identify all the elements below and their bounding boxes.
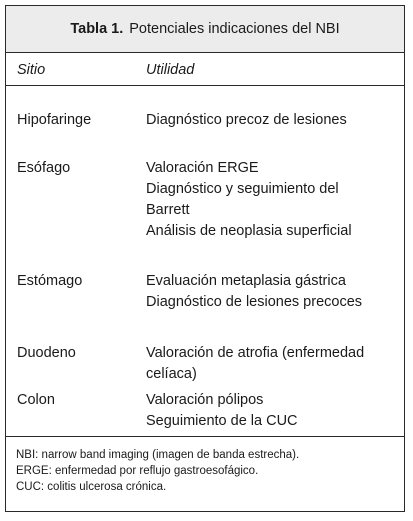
utility-line: Valoración pólipos [146, 392, 264, 408]
utility-line: Diagnóstico y seguimiento del [146, 181, 339, 197]
indications-table [5, 5, 405, 512]
table-body [6, 86, 404, 436]
row-site: Esófago [17, 160, 71, 176]
utility-line: Diagnóstico precoz de lesiones [146, 112, 347, 128]
utility-line: Evaluación metaplasia gástrica [146, 273, 346, 289]
column-header-utility: Utilidad [146, 62, 195, 78]
footnote: NBI: narrow band imaging (imagen de banda estrecha). [16, 449, 300, 461]
row-site: Duodeno [17, 345, 76, 361]
footnote: CUC: colitis ulcerosa crónica. [16, 481, 167, 493]
table-header-row [6, 53, 404, 86]
row-utility [146, 343, 401, 385]
row-utility [146, 158, 401, 242]
utility-line: Seguimiento de la CUC [146, 413, 298, 429]
utility-line: Análisis de neoplasia superficial [146, 223, 352, 239]
table-title: Potenciales indicaciones del NBI [129, 21, 340, 37]
utility-line: Barrett [146, 202, 190, 218]
utility-line: Valoración ERGE [146, 160, 259, 176]
row-site: Hipofaringe [17, 112, 92, 128]
utility-line: celíaca) [146, 366, 197, 382]
row-site: Estómago [17, 273, 83, 289]
footnote: ERGE: enfermedad por reflujo gastroesofágico. [16, 465, 259, 477]
table-number: Tabla 1. [70, 21, 124, 37]
table-caption [6, 6, 404, 53]
table-footnotes [6, 436, 404, 512]
row-utility [146, 271, 401, 313]
row-site: Colon [17, 392, 55, 408]
utility-line: Diagnóstico de lesiones precoces [146, 294, 363, 310]
row-utility [146, 110, 401, 131]
row-utility [146, 390, 401, 432]
utility-line: Valoración de atrofia (enfermedad [146, 345, 365, 361]
column-header-site: Sitio [17, 62, 46, 78]
